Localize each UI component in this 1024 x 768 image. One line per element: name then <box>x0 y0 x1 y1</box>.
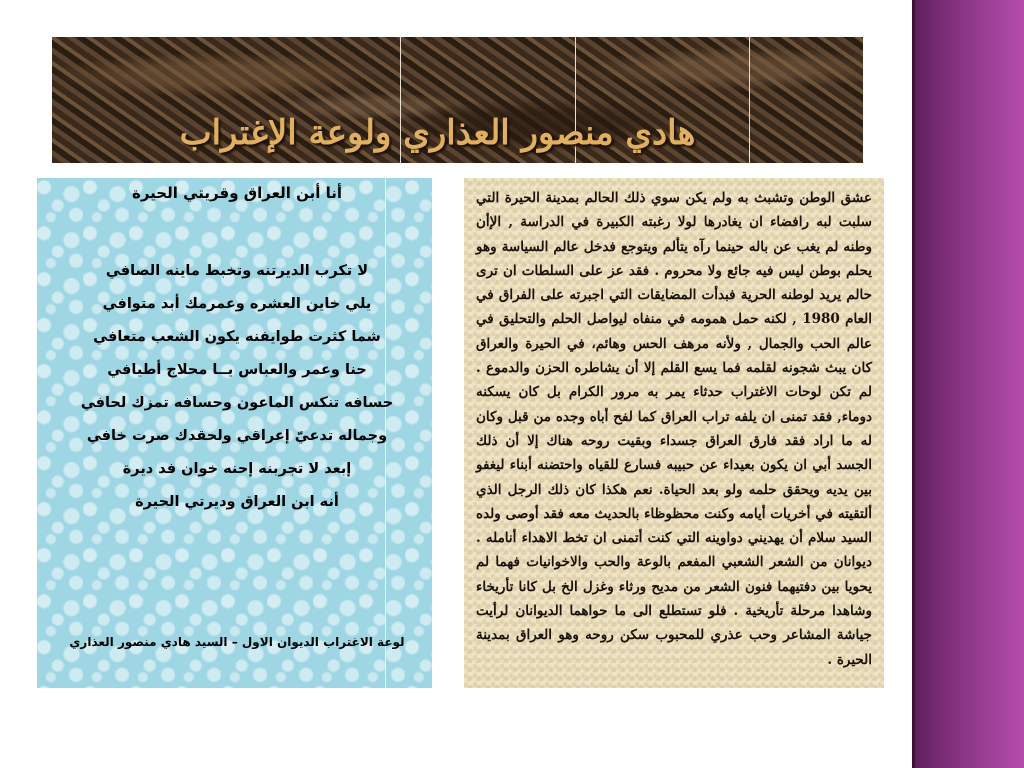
decorative-side-band <box>912 0 1024 768</box>
title-banner <box>52 37 863 163</box>
essay-panel <box>464 178 884 688</box>
poem-line: يلي خاين العشره وعمرمك أبد متوافي <box>102 296 372 312</box>
poem-line: أنه ابن العراق وديرتي الحيرة <box>135 494 339 510</box>
poem-line: حنا وعمر والعباس يــا محلاج أطيافي <box>107 362 367 378</box>
poem-line: حسافه تنكس الماعون وحسافه تمزك لحافي <box>80 395 394 411</box>
poem-line: إبعد لا تجربنه إحنه خوان فد ديرة <box>122 461 352 477</box>
poem-panel <box>37 178 432 688</box>
poem-line: لا تكرب الديرتنه وتخبط ماينه الصافي <box>105 263 369 279</box>
poem-body <box>47 182 427 524</box>
slide-title: هادي منصور العذاري ولوعة الإغتراب <box>179 113 696 153</box>
poem-footer-caption: لوعة الاغتراب الديوان الاول – السيد هادي منصور العذاري <box>69 635 405 649</box>
poem-line: وجماله تدعيّ إعراقي ولحقدك صرت خافي <box>86 428 388 444</box>
poem-line: شما كثرت طوايفنه يكون الشعب متعافي <box>93 329 381 345</box>
essay-text: عشق الوطن وتشبث به ولم يكن سوي ذلك الحالم بمدينة الحيرة التي سلبت لبه رافضاء ان يغادرها لولا رغبته الكبيرة في الدراسة , الإأن وطنه لم يغب عن باله حينما رآه يتألم ويتوجع فدخل عالم السياسة وهو يحلم بوطن ليس فيه جائع ولا محروم . فقد عز على السلطات ان ترى حالم يريد لوطنه الحرية فبدأت المضايقات التي اجبرته على الفراق في العام 1980 , لكنه حمل همومه في منفاه ليواصل الحلم والتحليق في عالم الحب والجمال , ولأنه مرهف الحس وهائم، في الحيرة والعراق كان يبث شجونه لقلمه فما يسع القلم إلا أن يشاطره الحزن والدموع . لم تكن لوحات الاغتراب حدثاء يمر به مرور الكرام بل كان يسكنه دوماء, فقد تمنى ان يلفه تراب العراق كما لفح أباه وجده من قبل وكان له ما اراد فقد فارق العراق جسداء وبقيت روحه هناك إلا أن ذلك الجسد أبي ان يكون بعيداء عن حبيبه فسارع للقياه واحتضنه أبناء ليغفو بين يديه ويحقق حلمه ولو بعد الحياة. نعم هكذا كان ذلك الرجل الذي ألتقيته في أخريات أيامه وكنت محظوظاء بالحديث معه فقد أوصى ولده السيد سلام أن يهديني دواوينه التي كنت أتمنى ان تخط الاهداء أنامله . ديوانان من الشعر الشعبي المفعم بالوعة والحب والاخوانيات فهما لم يحويا بين دفتيهما فنون الشعر من مديح ورثاء وغزل الخ بل كانا تأريخاء وشاهدا مرحلة تأريخية . فلو تستطلع الى ما حواهما الديوانان لرأيت جياشة المشاعر وحب عذري للمحبوب سكن روحه وهو العراق بمدينة الحيرة . <box>476 190 873 668</box>
poem-title: أنا أبن العراق وقريتي الحيرة <box>132 184 342 202</box>
